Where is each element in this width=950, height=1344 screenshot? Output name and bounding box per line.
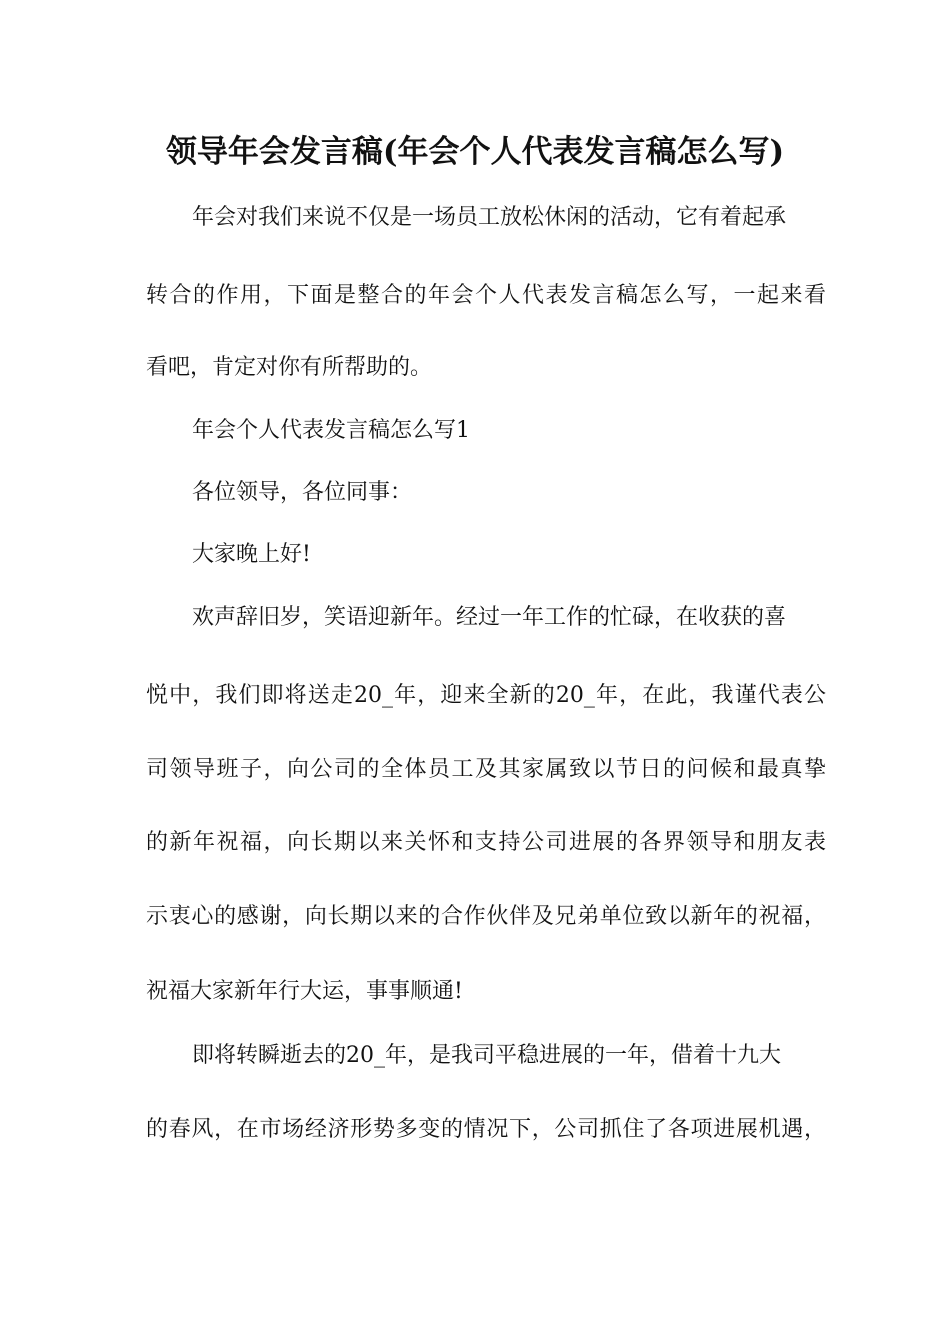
- text-line: 年会对我们来说不仅是一场员工放松休闲的活动，它有着起承: [192, 205, 787, 230]
- text-line: 看吧，肯定对你有所帮助的。: [146, 355, 433, 380]
- text-line: 转合的作用，下面是整合的年会个人代表发言稿怎么写，一起来看: [146, 283, 826, 308]
- text-line: 即将转瞬逝去的20_年，是我司平稳进展的一年，借着十九大: [192, 1043, 781, 1068]
- text-line: 示衷心的感谢，向长期以来的合作伙伴及兄弟单位致以新年的祝福，: [146, 904, 826, 929]
- text-line: 的新年祝福，向长期以来关怀和支持公司进展的各界领导和朋友表: [146, 830, 826, 855]
- section-heading: 年会个人代表发言稿怎么写1: [192, 418, 470, 443]
- greeting: 大家晚上好!: [192, 542, 311, 567]
- text-line: 的春风，在市场经济形势多变的情况下，公司抓住了各项进展机遇，: [146, 1117, 826, 1142]
- text-line: 祝福大家新年行大运，事事顺通!: [146, 979, 463, 1004]
- salutation: 各位领导，各位同事：: [192, 480, 413, 505]
- text-line: 悦中，我们即将送走20_年，迎来全新的20_年，在此，我谨代表公: [146, 683, 826, 708]
- document-title: 领导年会发言稿(年会个人代表发言稿怎么写): [165, 134, 785, 170]
- text-line: 司领导班子，向公司的全体员工及其家属致以节日的问候和最真挚: [146, 757, 826, 782]
- text-line: 欢声辞旧岁，笑语迎新年。经过一年工作的忙碌，在收获的喜: [192, 605, 787, 630]
